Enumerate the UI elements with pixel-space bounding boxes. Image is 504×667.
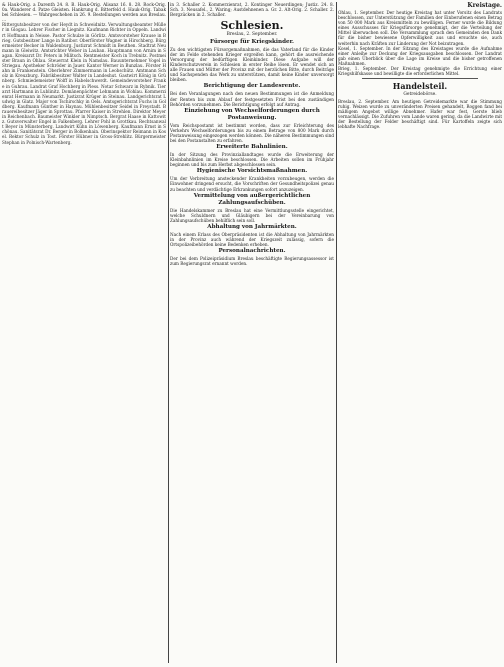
column-rule [336, 2, 337, 663]
column-left-intro: & Hauk-Orig. a Darenth 24. 8. B. Hauk-Orig. Alisanz 16. 8. 28. Rock-Orig. 0a. Wanderer d. Patze Gleisten. Hankrung d. Bitterfeld d. Hauk-Orig. Tabak bei Schlesien. — Wahrgeschehen in 26. 9. Bestellungen werden aus Breslau. ... [2, 2, 166, 23]
article-title: Erweiterte Bahnlinien. [216, 144, 288, 151]
article-body: Zu den wichtigsten Fürsorgemaßnahmen, die das Vaterland für die Kinder der im Felde stehenden Krieger ergreifen kann, gehört die ausreichende Versorgung der bedürftigen Kleinkinder. Diese Aufgabe will der Kinderschutzverein in Schlesien in erster Reihe lösen. Er wendet sich an alle Frauen und Mütter der Provinz mit der herzlichen Bitte, durch Beiträge und Sachspenden das Werk zu unterstützen, damit keine Kinder unversorgt bleiben. [170, 46, 334, 83]
column-middle [170, 2, 334, 663]
column-left-body: Rittergutsbesitzer von der Heydt in Schweidnitz. Verwaltungsbeamter Müller in Glogau. Lehrer Fischer in Liegnitz. Kaufmann Richter in Oppeln. Landwirt Hoffmann in Neisse. Pastor Schulze in Görlitz. Amtsvorsteher Krause in Brieg. Gutsbesitzer Lange in Ratibor. Oberförster Wagner in Hirschberg. Bürgermeister Becker in Waldenburg. Justizrat Schmidt in Beuthen. Stadtrat Neumann in Gleiwitz. Amtsrichter Weber in Lauban. Hauptmann von Arnim in Sagan. Kreisarzt Dr. Peters in Militsch. Rentmeister Koch in Trebnitz. Postmeister Braun in Ohlau. Steuerrat Klein in Namslau. Bauunternehmer Vogel in Striegau. Apotheker Schröder in Jauer. Kantor Werner in Bunzlau. Förster Hahn in Frankenstein. Oberlehrer Zimmermann in Leobschütz. Amtmann Scholz in Kreuzburg. Fabrikbesitzer Walter in Landeshut. Gastwirt König in Grünberg. Schmiedemeister Wolff in Habelschwerdt. Gemeindevorsteher Franke in Guhrau. Landrat Graf Hochberg in Pless. Notar Schwarz in Rybnik. Tierarzt Hartmann in Lublinitz. Domänenpächter Lehmann in Wohlau. Kommerzienrat Hermann in Neumarkt. Justizrat Krüger in Steinau. Landgerichtsrat Ludwig in Glatz. Major von Tschirschky in Oels. Amtsgerichtsrat Fuchs in Goldberg. Kaufmann Günther in Haynau. Mühlenbesitzer Seidel in Freystadt. Brauereibesitzer Jäger in Sprottau. Pfarrer Kaiser in Strehlen. Direktor Meyer in Reichenbach. Baumeister Winkler in Nimptsch. Bergrat Haase in Kattowitz. Gutsverwalter Engel in Falkenberg. Lehrer Pohl in Grottkau. Rechtsanwalt Beyer in Münsterberg. Landwirt Kühn in Löwenberg. Kaufmann Ernst in Schönau. Sanitätsrat Dr. Berger in Bolkenhain. Oberinspektor Reimann in Kosel. Rektor Schulz in Tost. Förster Hübner in Gross-Strehlitz. Bürgermeister Stephan in Polnisch-Wartenberg. [2, 22, 166, 145]
article-body: Um der Verbreitung ansteckender Krankheiten vorzubeugen, werden die Einwohner dringend ersucht, die Vorschriften der Gesundheitspolizei genau zu beachten und verdächtige Erkrankungen sofort anzuzeigen. [170, 176, 334, 192]
article-body: Bei den Veranlagungen nach den neuen Bestimmungen ist die Anmeldung der Renten bis zum Ablauf der festgesetzten Frist bei den zuständigen Behörden vorzunehmen. Die Berichtigung erfolgt auf Antrag. [170, 91, 334, 107]
dateline: Breslau, 2. September. [226, 32, 278, 38]
article-title: Berichtigung der Landesrente. [203, 83, 301, 90]
column-middle-intro: in 3. Schaller 2. Kommerzienrat, 2. Kontinger Neuerdingen; Justiz. 24. 8. Sch. 3. Neusafel., 2. Waring; Austdehnenen a. Gr. 2. Alt-Orig. 2. Schaller. 2. Bergzücken in 2. Schaller. [170, 2, 334, 18]
article-title: Fürsorge für Kriegskinder. [210, 38, 294, 45]
market-title: Handelsteil. [392, 81, 448, 92]
column-rule [168, 2, 169, 663]
kreistage-title: Kreistage. [467, 2, 502, 9]
article-title: Abhaltung von Jahrmärkten. [207, 223, 297, 230]
column-left [2, 2, 166, 663]
market-body: Breslau, 2. September. Am heutigen Getreidemarkte war die Stimmung ruhig. Weizen wurde zu unveränderten Preisen gehandelt, Roggen fand bei mäßigem Angebot willige Abnehmer. Hafer war fest, Gerste blieb vernachlässigt. Die Zufuhren vom Lande waren gering, da die Landwirte mit der Bestellung der Felder beschäftigt sind. Für Kartoffeln zeigte sich lebhafte Nachfrage. [338, 98, 502, 130]
kreistage-body: Brieg, 1. September. Der Kreistag genehmigte die Errichtung einer Kriegshilfskasse und bewilligte die erforderlichen Mittel. [338, 66, 502, 77]
section-title: Schlesien. [220, 19, 284, 33]
article-body: Die Handelskammer zu Breslau hat eine Vermittlungsstelle eingerichtet, welche Schuldnern und Gläubigern bei der Vereinbarung von Zahlungsaufschüben behilflich sein soll. [170, 207, 334, 223]
article-body: Der bei dem Polizeipräsidium Breslau beschäftigte Regierungsassessor ist zum Regierungsrat ernannt worden. [170, 256, 334, 267]
article-title: Hygienische Vorsichtsmaßnahmen. [196, 168, 308, 175]
article-body: In der Sitzung des Provinziallandtages wurde die Erweiterung der Kleinbahnlinien im Kreise beschlossen. Die Arbeiten sollen im Frühjahr beginnen und bis zum Herbst abgeschlossen sein. [170, 152, 334, 168]
article-title: Personalnachrichten. [218, 248, 286, 255]
article-title: Vermittelung von außergerichtlichen Zahlungsaufschüben. [193, 192, 311, 206]
market-subtitle: Getreidebörse. [403, 92, 437, 98]
kreistage-body: Ohlau, 1. September. Der heutige Kreistag hat unter Vorsitz des Landrats beschlossen, zur Unterstützung der Familien der Einberufenen einen Betrag von 50 000 Mark aus Kreismitteln zu bewilligen. Ferner wurde die Bildung eines Ausschusses für Kriegsfürsorge genehmigt, der die Verteilung der Mittel überwachen soll. Die Versammlung sprach den Gemeinden den Dank für die bisher bewiesene Opferwilligkeit aus und ersuchte sie, auch weiterhin nach Kräften zur Linderung der Not beizutragen. [338, 10, 502, 46]
article-title: Einziehung von Wechselforderungen durch Postanweisung. [184, 107, 320, 121]
kreistage-body: Kosel, 1. September. In der Sitzung des Kreistages wurde die Aufnahme einer Anleihe zur Deckung der Kriegsausgaben beschlossen. Der Landrat gab einen Überblick über die Lage im Kreise und die bisher getroffenen Maßnahmen. [338, 45, 502, 66]
column-right [338, 2, 502, 663]
article-body: Nach einem Erlass des Oberpräsidenten ist die Abhaltung von Jahrmärkten in der Provinz auch während der Kriegszeit zulässig, sofern die Ortspolizeibehörden keine Bedenken erheben. [170, 231, 334, 248]
article-body: Vom Reichspostamt ist bestimmt worden, dass zur Erleichterung des Verkehrs Wechselforderungen bis zu einem Betrage von 800 Mark durch Postanweisung eingezogen werden können. Die näheren Bestimmungen sind bei den Postanstalten zu erfahren. [170, 122, 334, 143]
section-divider [362, 78, 478, 79]
